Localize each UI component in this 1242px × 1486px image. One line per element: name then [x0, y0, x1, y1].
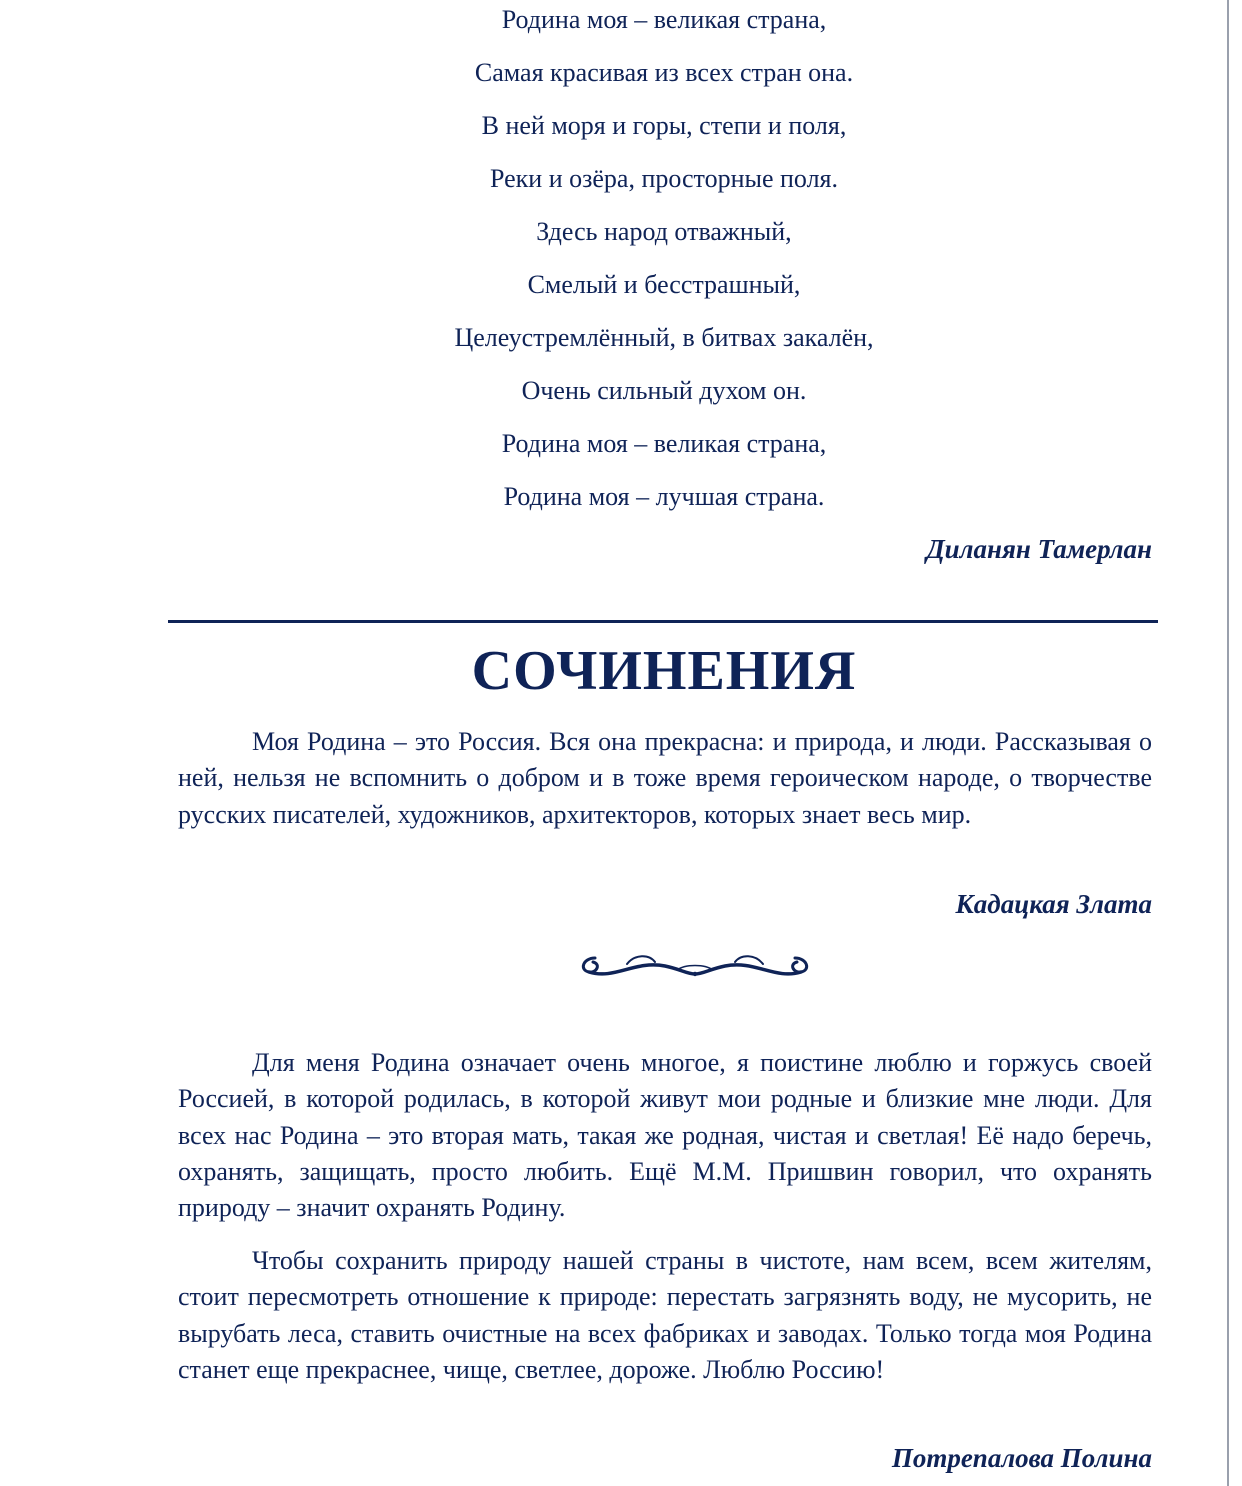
- poem-line: Очень сильный духом он.: [521, 376, 807, 405]
- essay-1-author: Кадацкая Злата: [955, 889, 1152, 919]
- essay-2-paragraph-2: Чтобы сохранить природу нашей страны в чистоте, нам всем, всем жителям, стоит пересмотреть отношение к природе: перестать загрязнять воду, не мусорить, не вырубать леса, ставить очистные на всех фабриках и заводах. Только тогда моя Родина станет еще прекраснее, чище, светлее, дороже. Люблю Россию!: [178, 1246, 1152, 1384]
- essay-2-paragraph-1: Для меня Родина означает очень многое, я поистине люблю и горжусь своей Россией, в которой родилась, в которой живут мои родные и близкие мне люди. Для всех нас Родина – это вторая мать, такая же родная, чистая и светлая! Её надо беречь, охранять, защищать, просто любить. Ещё М.М. Пришвин говорил, что охранять природу – значит охранять Родину.: [178, 1048, 1152, 1223]
- poem-author: Диланян Тамерлан: [926, 534, 1152, 564]
- poem-line: Реки и озёра, просторные поля.: [489, 164, 839, 193]
- poem-line: Родина моя – великая страна,: [501, 5, 827, 34]
- poem: [170, 0, 1158, 530]
- poem-line: Родина моя – лучшая страна.: [503, 482, 825, 511]
- section-divider: [168, 620, 1158, 623]
- poem-line: В ней моря и горы, степи и поля,: [481, 111, 847, 140]
- flourish-divider-icon: [575, 940, 815, 988]
- section-title: СОЧИНЕНИЯ: [471, 640, 857, 702]
- essay-2-author: Потрепалова Полина: [891, 1443, 1152, 1473]
- poem-line: Целеустремлённый, в битвах закалён,: [454, 323, 874, 352]
- poem-line: Самая красивая из всех стран она.: [474, 58, 854, 87]
- poem-line: Здесь народ отважный,: [536, 217, 792, 246]
- poem-line: Смелый и бесстрашный,: [527, 270, 801, 299]
- page-edge-line: [1227, 0, 1229, 1486]
- poem-line: Родина моя – великая страна,: [501, 429, 827, 458]
- essay-1-paragraph: Моя Родина – это Россия. Вся она прекрасна: и природа, и люди. Рассказывая о ней, нельзя не вспомнить о добром и в тоже время героическом народе, о творчестве русских писателей, художников, архитекторов, которых знает весь мир.: [178, 727, 1152, 829]
